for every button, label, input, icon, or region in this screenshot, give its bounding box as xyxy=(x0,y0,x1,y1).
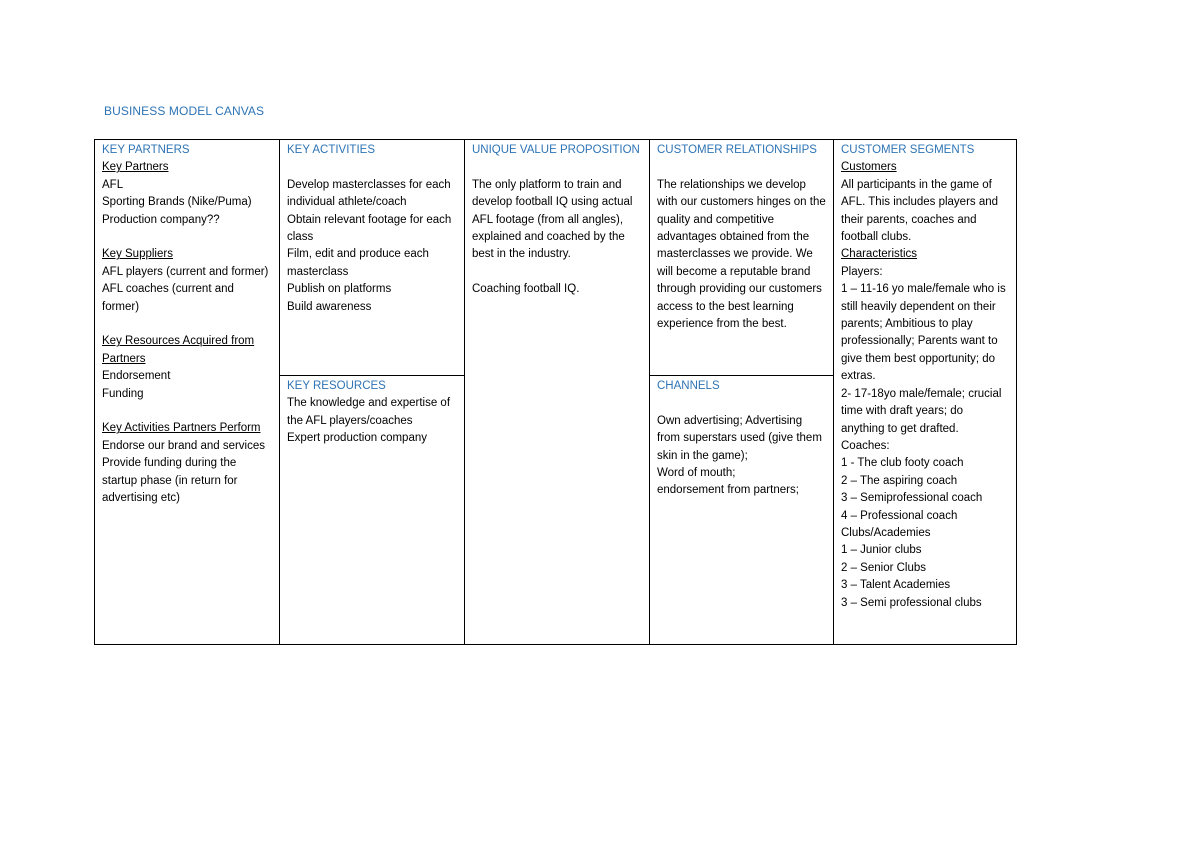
column-customer-segments xyxy=(834,140,1015,644)
channel-item: Word of mouth; xyxy=(657,467,736,480)
channel-item: endorsement from partners; xyxy=(657,484,799,497)
key-suppliers-label: Key Suppliers xyxy=(102,248,173,261)
player-segment-item: 2- 17-18yo male/female; crucial time with draft years; do anything to get drafted. xyxy=(841,387,1002,435)
supplier-item: AFL coaches (current and former) xyxy=(102,283,234,313)
players-label: Players: xyxy=(841,265,883,278)
key-activities-heading: KEY ACTIVITIES xyxy=(287,144,375,156)
channel-item: Own advertising; Advertising from superstars used (give them skin in the game); xyxy=(657,414,822,462)
characteristics-label: Characteristics xyxy=(841,248,918,261)
channels-heading: CHANNELS xyxy=(657,380,720,392)
activity-item: Film, edit and produce each masterclass xyxy=(287,248,429,278)
partner-item: Production company?? xyxy=(102,213,220,226)
spacer xyxy=(472,264,643,281)
activity-item: Develop masterclasses for each individual athlete/coach xyxy=(287,178,451,209)
cell-channels xyxy=(650,376,833,644)
spacer xyxy=(102,403,273,420)
partner-activity-item: Provide funding during the startup phase (in return for advertising etc) xyxy=(102,457,238,505)
coach-segment-item: 1 - The club footy coach xyxy=(841,457,964,470)
resource-item: The knowledge and expertise of the AFL players/coaches xyxy=(287,397,451,427)
coach-segment-item: 4 – Professional coach xyxy=(841,509,958,522)
partner-item: AFL xyxy=(102,178,124,191)
customer-segments-heading: CUSTOMER SEGMENTS xyxy=(841,144,975,156)
column-key-partners xyxy=(95,140,280,644)
spacer xyxy=(102,316,273,333)
player-segment-item: 1 – 11-16 yo male/female who is still heavily dependent on their parents; Ambitious to play professionally; Parents want to give them best opportunity; do extras. xyxy=(841,283,1006,383)
key-partners-heading: KEY PARTNERS xyxy=(102,144,190,156)
cell-key-resources xyxy=(280,376,464,644)
supplier-item: AFL players (current and former) xyxy=(102,265,269,278)
column-value-proposition xyxy=(465,140,650,644)
customer-relationships-text: The relationships we develop with our customers hinges on the quality and competitive advantages obtained from the masterclasses we provide. We will become a reputable brand through providing our customers access to the best learning experience from the best. xyxy=(657,178,826,331)
activity-item: Obtain relevant footage for each class xyxy=(287,213,452,244)
resource-item: Expert production company xyxy=(287,432,427,445)
business-model-canvas-table xyxy=(94,139,1017,645)
customers-label: Customers xyxy=(841,161,897,174)
resource-item: Funding xyxy=(102,387,144,400)
spacer xyxy=(657,159,827,176)
coach-segment-item: 3 – Semiprofessional coach xyxy=(841,492,983,505)
club-segment-item: 1 – Junior clubs xyxy=(841,544,922,557)
club-segment-item: 3 – Semi professional clubs xyxy=(841,596,982,609)
key-resources-heading: KEY RESOURCES xyxy=(287,380,386,392)
spacer xyxy=(472,159,643,176)
resource-item: Endorsement xyxy=(102,370,171,383)
column-relationships-channels xyxy=(650,140,834,644)
spacer xyxy=(102,229,273,246)
cell-key-activities xyxy=(280,140,464,376)
partner-item: Sporting Brands (Nike/Puma) xyxy=(102,196,252,209)
club-segment-item: 3 – Talent Academies xyxy=(841,579,951,592)
cell-key-partners xyxy=(95,140,279,644)
value-proposition-tagline: Coaching football IQ. xyxy=(472,283,580,296)
cell-customer-segments xyxy=(834,140,1015,644)
clubs-label: Clubs/Academies xyxy=(841,526,931,539)
value-proposition-text: The only platform to train and develop football IQ using actual AFL footage (from all angles), explained and coached by the best in the industry. xyxy=(472,178,633,261)
cell-customer-relationships xyxy=(650,140,833,376)
value-proposition-heading: UNIQUE VALUE PROPOSITION xyxy=(472,144,640,156)
partner-activity-item: Endorse our brand and services xyxy=(102,439,266,452)
key-activities-partners-label: Key Activities Partners Perform xyxy=(102,422,261,435)
spacer xyxy=(657,395,827,412)
customer-relationships-heading: CUSTOMER RELATIONSHIPS xyxy=(657,144,817,156)
customers-text: All participants in the game of AFL. This includes players and their parents, coaches and football clubs. xyxy=(841,178,999,244)
cell-value-proposition xyxy=(465,140,649,644)
activity-item: Publish on platforms xyxy=(287,283,392,296)
page-title: BUSINESS MODEL CANVAS xyxy=(104,104,265,118)
key-partners-label: Key Partners xyxy=(102,161,169,174)
coaches-label: Coaches: xyxy=(841,439,890,452)
activity-item: Build awareness xyxy=(287,300,372,313)
spacer xyxy=(287,159,458,176)
club-segment-item: 2 – Senior Clubs xyxy=(841,561,927,574)
column-activities-resources xyxy=(280,140,465,644)
key-resources-acquired-label: Key Resources Acquired from Partners xyxy=(102,335,255,365)
coach-segment-item: 2 – The aspiring coach xyxy=(841,474,958,487)
